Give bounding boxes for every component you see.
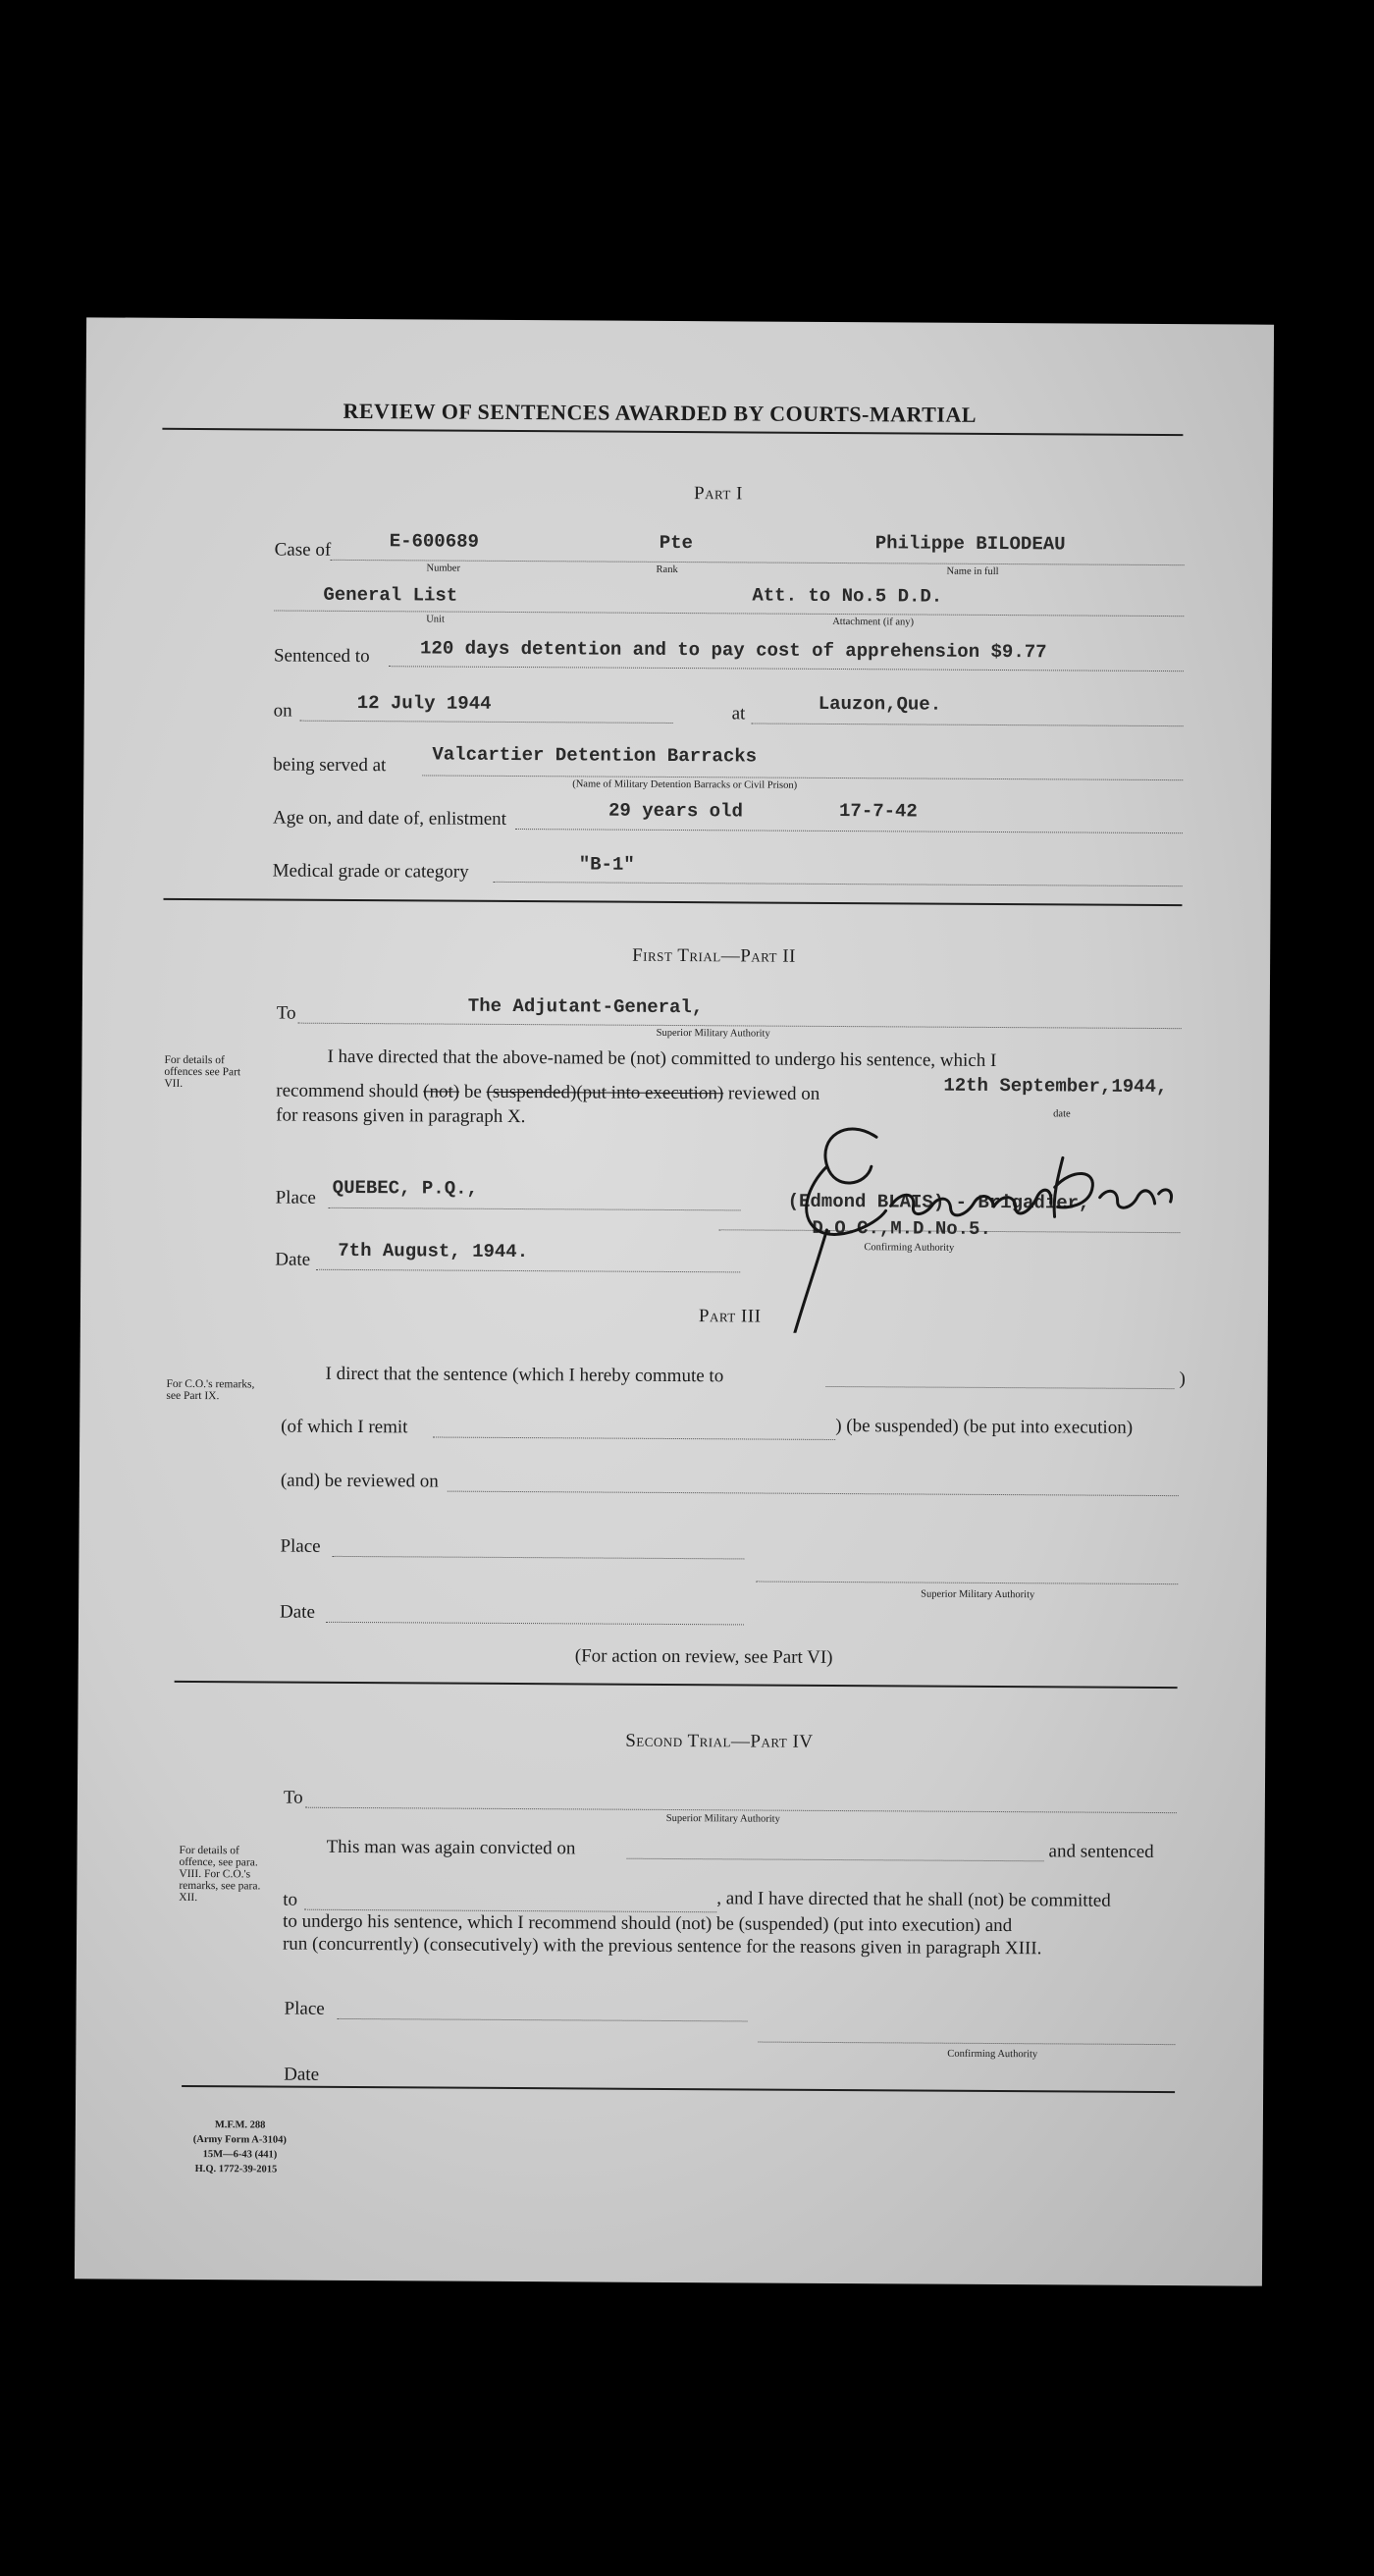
part2-to-value: The Adjutant-General, [467, 994, 704, 1019]
age-line [515, 829, 1183, 833]
unit: General List [323, 583, 458, 607]
part3-date-label: Date [279, 1601, 316, 1623]
part4-place-line [338, 2018, 748, 2022]
part4-line1-a: This man was again convicted on [326, 1836, 576, 1859]
part2-date: 7th August, 1944. [338, 1239, 529, 1263]
part4-line1-b: and sentenced [1048, 1841, 1154, 1862]
part4-line3: to undergo his sentence, which I recommend should (not) be (suspended) (put into execution) and [283, 1910, 1013, 1937]
served-at: Valcartier Detention Barracks [432, 743, 758, 768]
part4-rule [182, 2085, 1175, 2093]
part3-line1-end: ) [1179, 1368, 1186, 1390]
part4-convicted-line [627, 1858, 1044, 1862]
part4-line4: run (concurrently) (consecutively) with the previous sentence for the reasons given in paragraph XIII. [282, 1933, 1042, 1959]
part4-confirming-line [758, 2042, 1175, 2046]
part2-signer: (Edmond BLAIS) - Brigadier, [787, 1190, 1090, 1214]
part2-line2-exec: (put into execution) [576, 1082, 724, 1104]
part3-place-label: Place [280, 1535, 321, 1557]
part2-margin-note: For details of offences see Part VII. [164, 1053, 241, 1090]
trial-place: Lauzon,Que. [818, 692, 942, 716]
part2-review-date: 12th September,1944, [943, 1074, 1168, 1099]
part3-review-line [448, 1491, 1179, 1497]
part4-heading: Second Trial—Part IV [625, 1730, 814, 1752]
handwritten-signature [758, 1098, 1190, 1336]
part2-date-caption: date [1053, 1108, 1071, 1120]
part2-heading: First Trial—Part II [632, 944, 796, 967]
number-caption: Number [426, 563, 461, 574]
attachment-caption: Attachment (if any) [832, 616, 915, 628]
footer-hq-ref: H.Q. 1772-39-2015 [194, 2164, 278, 2175]
part2-line2-c: reviewed on [727, 1083, 820, 1104]
attachment: Att. to No.5 D.D. [752, 584, 943, 608]
part2-line2 [276, 1081, 819, 1105]
medical-line [494, 882, 1183, 886]
served-caption: (Name of Military Detention Barracks or Civil Prison) [572, 778, 798, 791]
part2-line1: I have directed that the above-named be (not) committed to undergo his sentence, which I [327, 1046, 997, 1072]
part3-rule [175, 1681, 1178, 1689]
part2-confirming-caption: Confirming Authority [864, 1242, 955, 1254]
part4-place-label: Place [284, 1998, 325, 2019]
part2-line3: for reasons given in paragraph X. [276, 1104, 526, 1128]
part2-signer-title: D.O.C.,M.D.No.5. [812, 1216, 991, 1240]
part2-authority-caption: Superior Military Authority [656, 1027, 770, 1040]
part3-commute-line [825, 1386, 1174, 1389]
service-number: E-600689 [389, 530, 480, 553]
at-line [752, 723, 1184, 726]
part1-heading: Part I [693, 483, 743, 505]
part4-line2-a: to [283, 1889, 298, 1910]
footer-army-form: (Army Form A-3104) [192, 2134, 287, 2146]
part3-line2-b: ) (be suspended) (be put into execution) [835, 1416, 1134, 1438]
sentence-date: 12 July 1944 [356, 692, 492, 715]
part3-place-line [332, 1556, 744, 1560]
part2-place-line [329, 1208, 741, 1211]
sentence: 120 days detention and to pay cost of apprehension $9.77 [419, 637, 1047, 664]
name-caption: Name in full [946, 565, 999, 578]
part3-heading: Part III [698, 1306, 762, 1327]
part4-margin-note: For details of offence, see para. VIII. For C.O.'s remarks, see para. XII. [179, 1844, 261, 1905]
part3-remit-line [433, 1437, 835, 1441]
part2-place: QUEBEC, P.Q., [332, 1176, 479, 1200]
on-label: on [273, 700, 292, 722]
part3-line3: (and) be reviewed on [280, 1470, 439, 1492]
medical-label: Medical grade or category [272, 860, 469, 883]
served-line [422, 775, 1183, 780]
part3-line2-a: (of which I remit [281, 1416, 408, 1438]
part2-line2-b: be [463, 1081, 482, 1102]
age-label: Age on, and date of, enlistment [272, 807, 507, 830]
part4-to-line [305, 1807, 1177, 1813]
age: 29 years old [608, 799, 743, 823]
at-label: at [731, 703, 746, 724]
part1-rule [163, 898, 1182, 906]
part2-line2-suspended: (suspended) [486, 1081, 577, 1103]
unit-caption: Unit [426, 614, 445, 625]
sentence-line [389, 666, 1184, 671]
medical-grade: "B-1" [578, 853, 635, 876]
part4-line2-b: , and I have directed that he shall (not) be committed [716, 1888, 1111, 1911]
part2-to-label: To [276, 1002, 296, 1024]
rank: Pte [659, 531, 694, 555]
part3-margin-note: For C.O.'s remarks, see Part IX. [166, 1377, 255, 1403]
rank-caption: Rank [656, 564, 678, 576]
part3-line1: I direct that the sentence (which I hereby commute to [325, 1363, 724, 1387]
part2-date-label: Date [275, 1249, 311, 1270]
part3-authority-line [756, 1582, 1178, 1585]
case-of-label: Case of [274, 539, 332, 561]
footer-print-code: 15M—6-43 (441) [202, 2149, 278, 2161]
form-sheet [75, 317, 1274, 2285]
served-at-label: being served at [273, 754, 387, 777]
on-line [300, 721, 673, 724]
footer-form-no: M.F.M. 288 [214, 2120, 266, 2131]
part3-date-line [326, 1622, 744, 1626]
unit-line [274, 610, 1184, 617]
part2-line2-a: recommend should [276, 1080, 419, 1102]
part4-to-label: To [283, 1787, 303, 1808]
part3-action-note: (For action on review, see Part VI) [574, 1645, 833, 1668]
enlistment-date: 17-7-42 [838, 800, 918, 823]
full-name: Philippe BILODEAU [874, 532, 1066, 556]
sentenced-to-label: Sentenced to [273, 645, 370, 668]
part2-date-line [316, 1269, 740, 1273]
part2-place-label: Place [275, 1187, 316, 1208]
title-rule [162, 428, 1183, 436]
part4-date-label: Date [284, 2064, 320, 2085]
part4-authority-caption: Superior Military Authority [665, 1812, 780, 1825]
part2-line2-not: (not) [423, 1081, 460, 1102]
part4-confirming-caption: Confirming Authority [947, 2048, 1038, 2061]
form-title: REVIEW OF SENTENCES AWARDED BY COURTS-MARTIAL [343, 398, 978, 427]
part3-authority-caption: Superior Military Authority [921, 1588, 1035, 1601]
